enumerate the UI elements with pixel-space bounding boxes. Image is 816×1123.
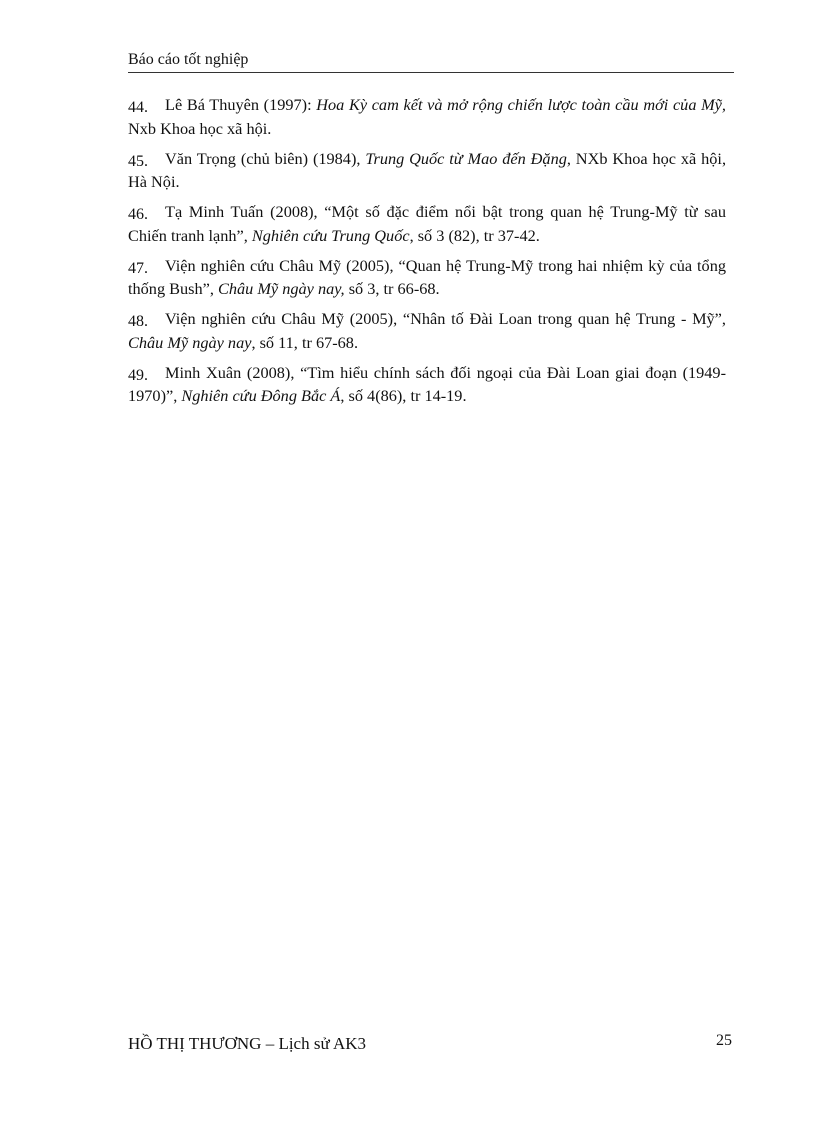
reference-publisher: , NXb Khoa học xã hội, Hà Nội. bbox=[128, 148, 727, 191]
reference-number: 46. bbox=[128, 206, 148, 223]
page-header bbox=[128, 50, 734, 73]
reference-list bbox=[128, 95, 726, 416]
reference-details: (1997): bbox=[259, 95, 317, 114]
reference-publisher: , số 4(86), tr 14-19. bbox=[340, 386, 467, 405]
reference-item bbox=[128, 309, 726, 353]
reference-publisher: , số 3 (82), tr 37-42. bbox=[409, 225, 540, 245]
reference-number: 49. bbox=[128, 366, 148, 384]
header-title: Báo cáo tốt nghiệp bbox=[128, 51, 249, 68]
reference-details: (chủ biên) (1984), bbox=[235, 148, 366, 168]
reference-author: Lê Bá Thuyên bbox=[165, 95, 260, 114]
reference-title: Nghiên cứu Trung Quốc bbox=[251, 225, 410, 245]
reference-details: (2005), “Nhân tố Đài Loan trong quan hệ Trung - Mỹ”, bbox=[343, 309, 726, 328]
reference-item bbox=[128, 149, 726, 193]
reference-title: Trung Quốc từ Mao đến Đặng bbox=[365, 148, 567, 168]
reference-author: Minh Xuân bbox=[165, 362, 242, 382]
reference-title: Châu Mỹ ngày nay, bbox=[218, 279, 345, 298]
reference-item bbox=[128, 95, 726, 139]
reference-number: 48. bbox=[128, 313, 148, 330]
reference-title: Châu Mỹ ngày nay bbox=[128, 332, 252, 352]
reference-details: (2005), “Quan hệ Trung-Mỹ trong hai nhiệm kỳ của tổng thống Bush”, bbox=[128, 255, 726, 298]
reference-item bbox=[128, 363, 726, 407]
reference-number: 47. bbox=[128, 259, 148, 277]
reference-number: 45. bbox=[128, 152, 148, 170]
page-footer bbox=[128, 1033, 732, 1057]
reference-title: Nghiên cứu Đông Bắc Á bbox=[181, 386, 341, 405]
reference-author: Tạ Minh Tuấn bbox=[165, 202, 264, 221]
reference-details: (2008), “Một số đặc điểm nổi bật trong quan hệ Trung-Mỹ từ sau Chiến tranh lạnh”, bbox=[128, 202, 726, 245]
reference-title: Hoa Kỳ cam kết và mở rộng chiến lược toàn cầu mới của Mỹ, bbox=[316, 95, 726, 114]
page-number: 25 bbox=[716, 1032, 732, 1049]
reference-publisher: số 3, tr 66-68. bbox=[344, 279, 440, 298]
reference-details: (2008), “Tìm hiểu chính sách đối ngoại của Đài Loan giai đoạn (1949-1970)”, bbox=[128, 362, 726, 405]
footer-author: HỒ THỊ THƯƠNG – Lịch sử AK3 bbox=[128, 1034, 367, 1053]
reference-item bbox=[128, 202, 726, 246]
reference-number: 44. bbox=[128, 99, 148, 116]
reference-author: Viện nghiên cứu Châu Mỹ bbox=[165, 309, 344, 328]
reference-publisher: , số 11, tr 67-68. bbox=[251, 332, 359, 352]
reference-item bbox=[128, 256, 726, 300]
reference-publisher: Nxb Khoa học xã hội. bbox=[128, 118, 272, 138]
reference-author: Viện nghiên cứu Châu Mỹ bbox=[165, 255, 342, 275]
reference-author: Văn Trọng bbox=[165, 148, 236, 168]
